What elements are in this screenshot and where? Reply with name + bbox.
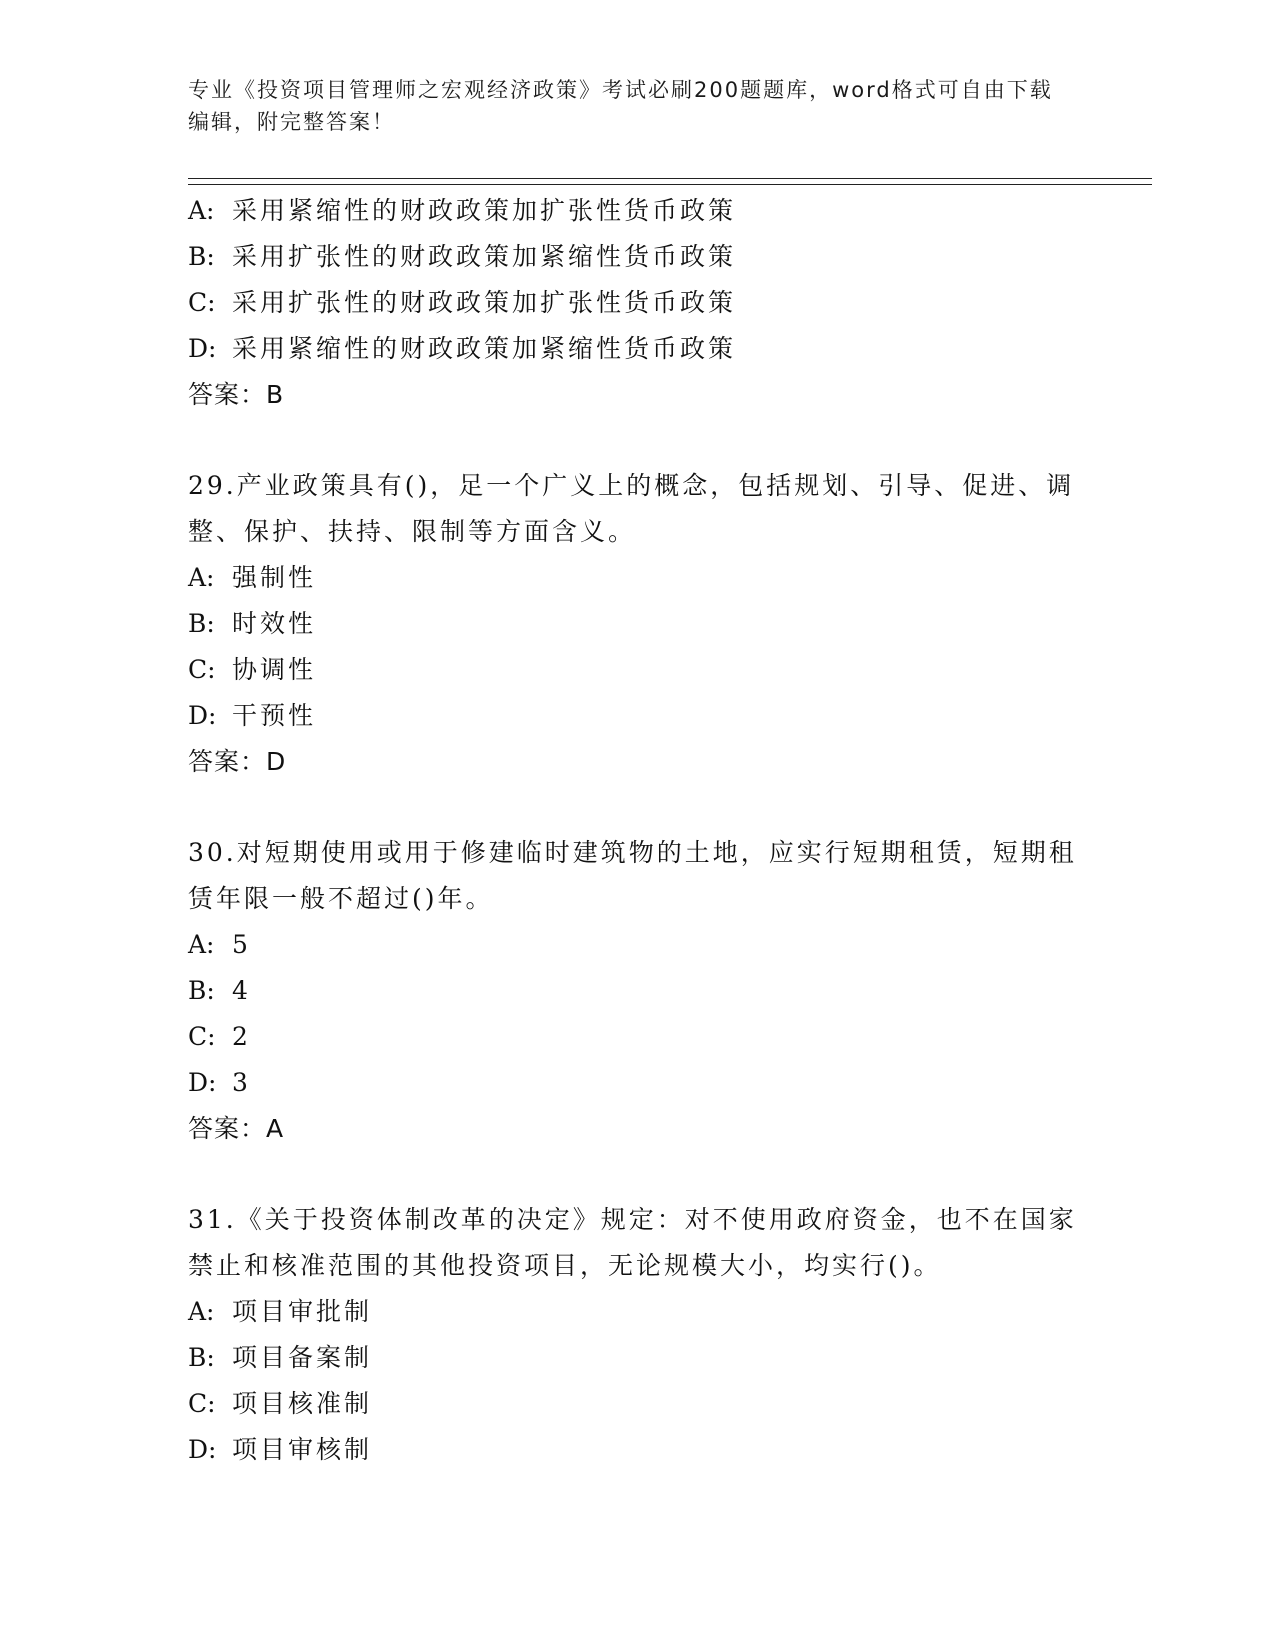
option-d: D: 干预性	[188, 701, 317, 730]
answer-line: 答案：A	[188, 1114, 285, 1143]
option-d: D: 3	[188, 1068, 251, 1097]
option-c: C: 采用扩张性的财政政策加扩张性货币政策	[188, 288, 737, 317]
question-block-28	[188, 188, 1088, 418]
option-a: A: 5	[188, 930, 251, 959]
header-rule-top	[188, 178, 1152, 179]
question-block-30	[188, 830, 1088, 1152]
option-a: A: 强制性	[188, 563, 317, 592]
document-header: 专业《投资项目管理师之宏观经济政策》考试必刷200题题库，word格式可自由下载编辑，附完整答案！	[188, 78, 1053, 134]
option-b: B: 采用扩张性的财政政策加紧缩性货币政策	[188, 242, 737, 271]
question-list	[188, 188, 1088, 1473]
option-d: D: 采用紧缩性的财政政策加紧缩性货币政策	[188, 334, 737, 363]
option-b: B: 时效性	[188, 609, 317, 638]
option-c: C: 协调性	[188, 655, 317, 684]
option-d: D: 项目审核制	[188, 1435, 373, 1464]
question-stem: 31.《关于投资体制改革的决定》规定：对不使用政府资金，也不在国家禁止和核准范围的其他投资项目，无论规模大小，均实行()。	[188, 1205, 1077, 1280]
answer-line: 答案：B	[188, 380, 285, 409]
option-b: B: 项目备案制	[188, 1343, 373, 1372]
question-stem: 29.产业政策具有()，足一个广义上的概念，包括规划、引导、促进、调整、保护、扶持、限制等方面含义。	[188, 471, 1075, 546]
question-block-31	[188, 1197, 1088, 1473]
option-c: C: 项目核准制	[188, 1389, 373, 1418]
option-a: A: 项目审批制	[188, 1297, 373, 1326]
question-stem: 30.对短期使用或用于修建临时建筑物的土地，应实行短期租赁，短期租赁年限一般不超过()年。	[188, 838, 1077, 913]
option-a: A: 采用紧缩性的财政政策加扩张性货币政策	[188, 196, 737, 225]
header-rule-bottom	[188, 184, 1152, 185]
answer-line: 答案：D	[188, 747, 287, 776]
option-b: B: 4	[188, 976, 251, 1005]
question-block-29	[188, 463, 1088, 785]
option-c: C: 2	[188, 1022, 251, 1051]
